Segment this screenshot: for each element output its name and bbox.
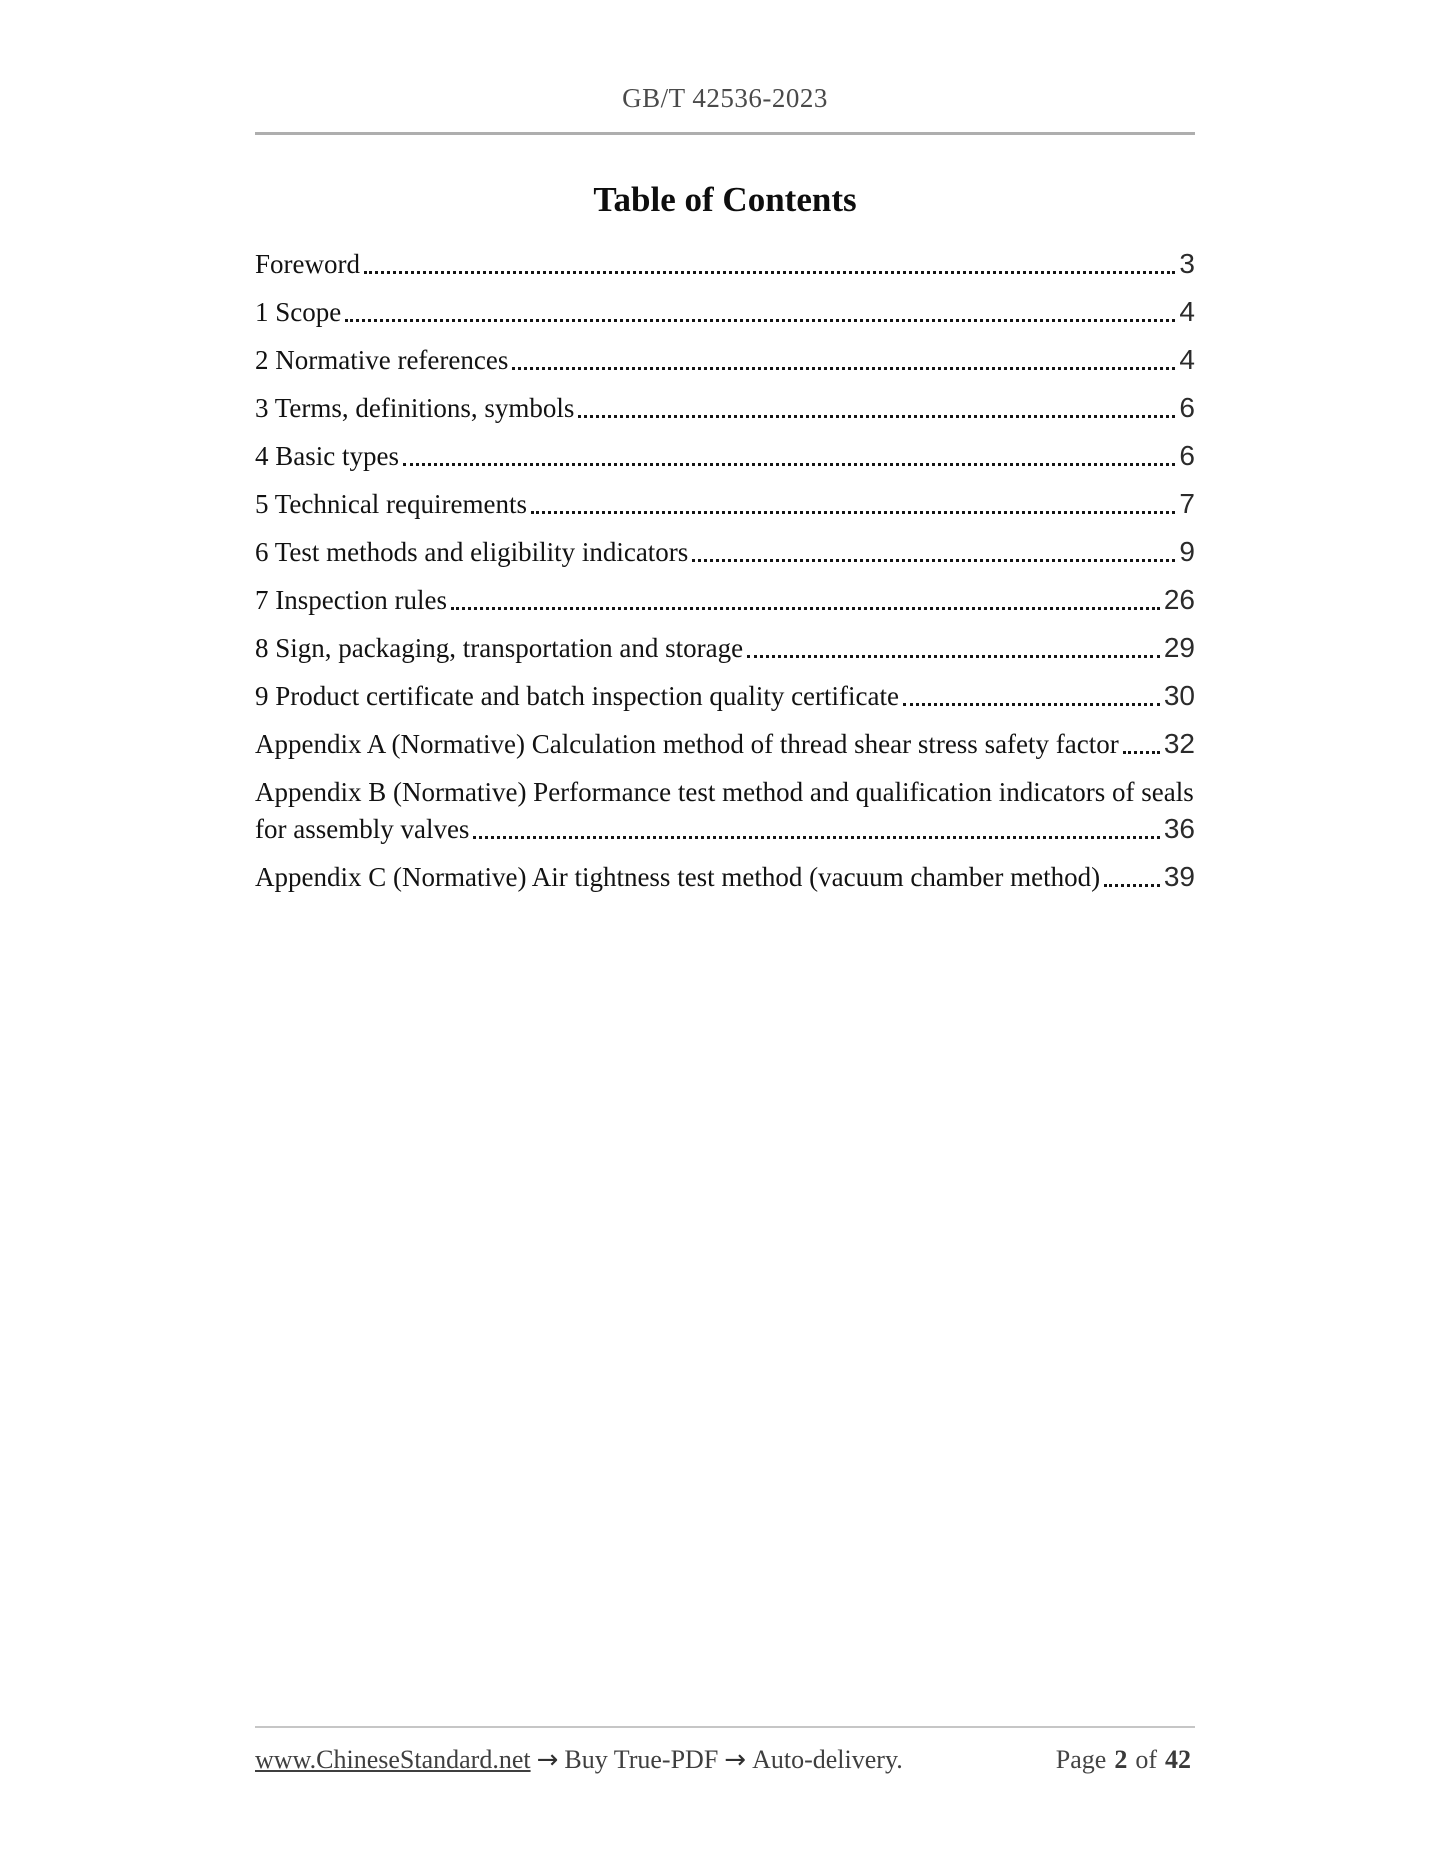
dot-leader xyxy=(403,463,1175,466)
dot-leader xyxy=(578,415,1175,418)
right-arrow-icon: → xyxy=(724,1745,747,1775)
table-of-contents xyxy=(255,247,1195,894)
dot-leader xyxy=(1104,884,1160,887)
dot-leader xyxy=(1123,751,1160,754)
dot-leader xyxy=(692,559,1175,562)
toc-entry-text: Foreword xyxy=(255,249,360,279)
toc-page-number: 4 xyxy=(1179,344,1195,375)
toc-entry-text: 5 Technical requirements xyxy=(255,489,528,519)
toc-entry-text: 4 Basic types xyxy=(255,441,399,471)
dot-leader xyxy=(451,607,1160,610)
dot-leader xyxy=(364,271,1175,274)
toc-page-number: 4 xyxy=(1179,296,1195,327)
dot-leader xyxy=(345,319,1175,322)
page-title: Table of Contents xyxy=(593,180,857,219)
header-divider xyxy=(255,132,1195,135)
toc-row xyxy=(255,247,1195,281)
toc-entry xyxy=(255,860,1195,894)
dot-leader xyxy=(903,703,1160,706)
toc-entry-text: 1 Scope xyxy=(255,297,342,327)
toc-entry xyxy=(255,391,1195,425)
toc-entry xyxy=(255,247,1195,281)
toc-page-number: 6 xyxy=(1179,392,1195,423)
toc-row xyxy=(255,812,1195,846)
toc-page-number: 9 xyxy=(1179,536,1195,567)
toc-row xyxy=(255,727,1195,761)
page-header xyxy=(255,82,1195,135)
page-footer xyxy=(255,1726,1195,1776)
toc-page-number: 32 xyxy=(1163,728,1195,759)
toc-entry xyxy=(255,583,1195,617)
toc-row xyxy=(255,583,1195,617)
standard-number: GB/T 42536-2023 xyxy=(622,83,828,113)
dot-leader xyxy=(473,836,1159,839)
toc-entry xyxy=(255,679,1195,713)
toc-row xyxy=(255,535,1195,569)
toc-entry-text: Appendix C (Normative) Air tightness test method (vacuum chamber method) xyxy=(255,862,1101,892)
toc-entry-text: 8 Sign, packaging, transportation and storage xyxy=(255,633,744,663)
toc-entry xyxy=(255,295,1195,329)
current-page-number: 2 xyxy=(1114,1745,1128,1774)
toc-page-number: 36 xyxy=(1163,813,1195,844)
toc-entry xyxy=(255,535,1195,569)
toc-row xyxy=(255,860,1195,894)
toc-entry xyxy=(255,487,1195,521)
toc-page-number: 30 xyxy=(1163,680,1195,711)
auto-delivery-label: Auto-delivery. xyxy=(752,1745,903,1774)
total-page-number: 42 xyxy=(1165,1745,1191,1774)
toc-entry-text: 7 Inspection rules xyxy=(255,585,447,615)
toc-page-number: 26 xyxy=(1163,584,1195,615)
toc-page-number: 6 xyxy=(1179,440,1195,471)
footer-promo xyxy=(255,1744,903,1776)
toc-entry-text: Appendix B (Normative) Performance test method and qualification indicators of seals xyxy=(255,777,1194,807)
toc-page-number: 3 xyxy=(1179,248,1195,279)
toc-entry-text: 6 Test methods and eligibility indicators xyxy=(255,537,689,567)
of-label: of xyxy=(1135,1745,1157,1774)
buy-pdf-label: Buy True-PDF xyxy=(564,1745,719,1774)
toc-entry-text: 9 Product certificate and batch inspection quality certificate xyxy=(255,681,899,711)
toc-row xyxy=(255,295,1195,329)
toc-entry xyxy=(255,439,1195,473)
toc-row xyxy=(255,679,1195,713)
toc-entry xyxy=(255,775,1195,846)
toc-page-number: 29 xyxy=(1163,632,1195,663)
toc-entry-text: for assembly valves xyxy=(255,814,470,844)
toc-page-number: 7 xyxy=(1179,488,1195,519)
page-label: Page xyxy=(1055,1745,1107,1774)
toc-row xyxy=(255,439,1195,473)
website-link[interactable]: www.ChineseStandard.net xyxy=(255,1745,531,1774)
right-arrow-icon: → xyxy=(536,1745,559,1775)
toc-row xyxy=(255,391,1195,425)
page-indicator xyxy=(1052,1744,1195,1776)
dot-leader xyxy=(531,511,1175,514)
toc-entry xyxy=(255,343,1195,377)
toc-page-number: 39 xyxy=(1163,861,1195,892)
toc-row xyxy=(255,487,1195,521)
toc-entry xyxy=(255,631,1195,665)
toc-row xyxy=(255,631,1195,665)
toc-entry-text: 3 Terms, definitions, symbols xyxy=(255,393,575,423)
dot-leader xyxy=(747,655,1160,658)
toc-entry-text: 2 Normative references xyxy=(255,345,509,375)
toc-entry-text: Appendix A (Normative) Calculation method of thread shear stress safety factor xyxy=(255,729,1119,759)
dot-leader xyxy=(512,367,1175,370)
toc-entry xyxy=(255,727,1195,761)
footer-divider xyxy=(255,1726,1195,1728)
toc-row xyxy=(255,343,1195,377)
